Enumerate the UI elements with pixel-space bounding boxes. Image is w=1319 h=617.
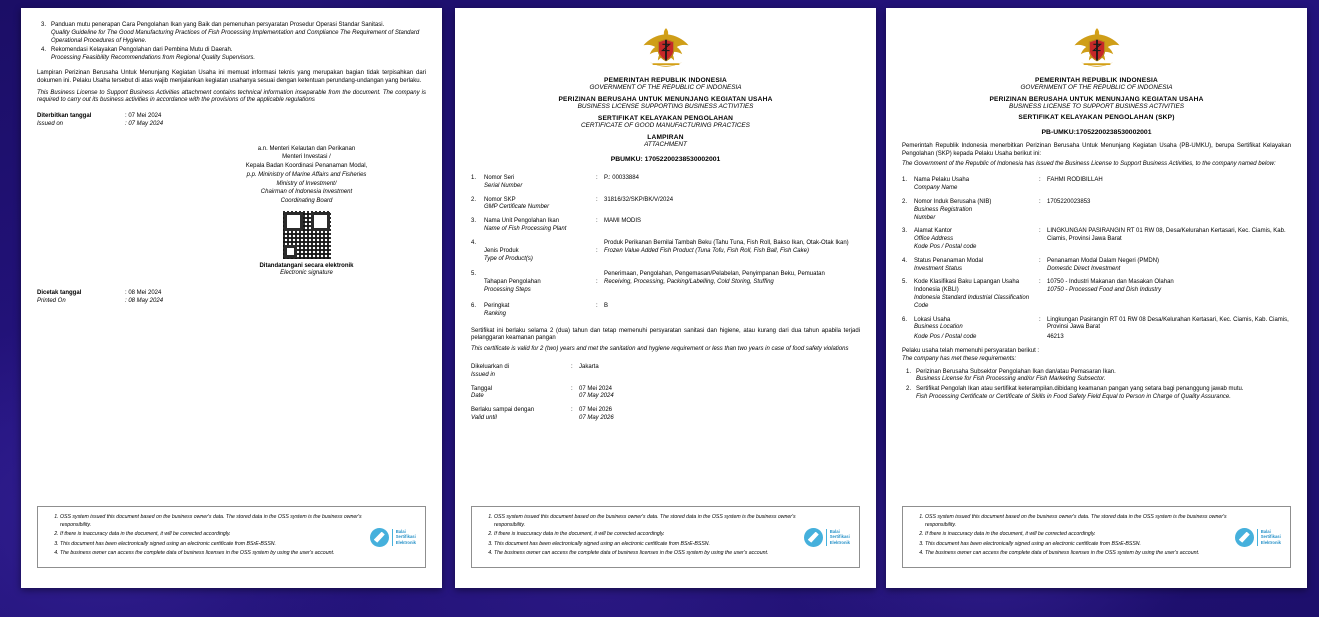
field-number: 3.	[471, 218, 477, 225]
issue-colon: :	[571, 363, 573, 370]
footer-disclaimer-3	[902, 506, 1291, 568]
field-label-id: Nama Pelaku Usaha	[914, 177, 970, 184]
field-label-extra: Kode Pos / Postal code	[914, 243, 977, 250]
cert-title-id: SERTIFIKAT KELAYAKAN PENGOLAHAN	[597, 115, 734, 122]
req-text-en: Fish Processing Certificate or Certificate of Skills in Food Safety Field Equal to Person in Charge of Quality Assurance.	[916, 393, 1231, 400]
issue-row	[471, 386, 860, 402]
field-row	[902, 317, 1291, 342]
issue-colon: :	[571, 407, 573, 414]
field-row	[902, 279, 1291, 310]
field-value-id: MAMI MODIS	[604, 218, 641, 225]
bsre-checkmark-icon	[1235, 528, 1254, 547]
issue-row	[471, 364, 860, 380]
field-colon: :	[596, 247, 598, 254]
list-text-id: Rekomendasi Kelayakan Pengolahan dari Pembina Mutu di Daerah.	[51, 47, 233, 54]
document-page-3	[886, 8, 1307, 588]
footer-item: 3. This document has been electronically signed using an electronic certificate from BSrE-BSSN.	[60, 541, 362, 549]
issue-label-id: Tanggal	[471, 385, 493, 392]
footer-item: 4. The business owner can access the complete data of business licenses in the OSS system by using the user's account.	[60, 550, 362, 558]
footer-item: 1. OSS system issued this document based on the business owner's data. The stored data in the OSS system is the business owner's responsibility.	[925, 514, 1227, 529]
field-label-id: Nama Unit Pengolahan Ikan	[484, 218, 560, 225]
cert-title-en: CERTIFICATE OF GOOD MANUFACTURING PRACTICES	[581, 122, 750, 129]
field-colon: :	[596, 175, 598, 181]
field-label-id: Tahapan Pengolahan	[484, 279, 541, 286]
field-value-en: Domestic Direct Investment	[1047, 265, 1121, 272]
issue-value-id: 07 Mei 2024	[579, 385, 613, 392]
list-text-en: Processing Feasibility Recommendations from Regional Quality Supervisors.	[51, 55, 256, 62]
document-page-2	[455, 8, 876, 588]
page-3-content	[886, 8, 1307, 588]
field-value-id: Penerimaan, Pengolahan, Pengemasan/Pelabelan, Penyimpanan Beku, Pemuatan	[604, 271, 825, 278]
req-text-en: Business License for Fish Processing and/or Fish Marketing Subsector.	[916, 376, 1106, 383]
field-colon: :	[1039, 177, 1041, 184]
doc2-header	[471, 77, 860, 163]
signature-line-en-1: p.p. Mininistry of Marine Affairs and Fisheries	[246, 171, 367, 178]
field-label-en: Business Registration	[914, 206, 973, 213]
field-row	[902, 177, 1291, 193]
gov-title-id: PEMERINTAH REPUBLIK INDONESIA	[1035, 77, 1158, 84]
field-value-en: Receiving, Processing, Packing/Labelling, Cold Storing, Stuffing	[604, 279, 774, 286]
field-label-id: Nomor Induk Berusaha (NIB)	[914, 198, 992, 205]
field-value-id: Penanaman Modal Dalam Negeri (PMDN)	[1047, 257, 1160, 264]
signature-caption-id: Ditandatangani secara elektronik	[259, 262, 354, 269]
field-value-id: 31816/32/SKP/BK/V/2024	[604, 196, 674, 203]
issue-label-en: Issued in	[471, 371, 496, 378]
paragraph-en: This Business License to Support Business Activities attachment contains technical information inseparable from the document. The company is required to carry out its business activities in accordance with the provisions of the applicable regulations	[37, 89, 426, 104]
issue-label-id: Berlaku sampai dengan	[471, 407, 535, 414]
field-number: 1.	[471, 175, 477, 181]
gov-title-id: PEMERINTAH REPUBLIK INDONESIA	[604, 77, 727, 84]
bsre-line-1: Balai	[1260, 528, 1271, 534]
license-title-id: PERIZINAN BERUSAHA UNTUK MENUNJANG KEGIATAN USAHA	[989, 96, 1204, 103]
field-number: 6.	[471, 302, 477, 309]
printed-label-id: Dicetak tanggal	[37, 290, 82, 297]
req-intro-en: The company has met these requirements:	[902, 355, 1017, 362]
issued-date-block	[37, 113, 426, 129]
field-label-en: Name of Fish Processing Plant	[484, 225, 567, 232]
field-value-id: LINGKUNGAN PASIRANGIN RT 01 RW 08, Desa/Kelurahan Kertasari, Kec. Ciamis, Kab. Ciamis, Provinsi Jawa Barat	[1047, 228, 1286, 243]
issued-label-id: Diterbitkan tanggal	[37, 113, 92, 120]
validity-id: Sertifikat ini berlaku selama 2 (dua) tahun dan tetap memenuhi persyaratan sanitasi dan higiene, atau kurang dari dua tahun apabila terjadi pelanggaran keamanan pangan	[471, 327, 860, 342]
bsre-badge-text	[392, 529, 416, 546]
field-number: 5.	[471, 271, 477, 278]
signature-line-en-2: Ministry of Investment/	[276, 180, 337, 187]
field-label-extra: Number	[914, 214, 936, 221]
signature-caption-en: Electronic signature	[280, 270, 333, 277]
footer-item: 2. If there is inaccuracy data in the document, it will be corrected accordingly.	[494, 531, 796, 539]
intro-en: The Government of the Republic of Indonesia has issued the Business License to Support Business Activities, to the company named below:	[902, 160, 1276, 167]
license-title-en: BUSINESS LICENSE TO SUPPORT BUSINESS ACTIVITIES	[1009, 103, 1184, 110]
requirements-intro	[902, 348, 1291, 364]
req-intro-id: Pelaku usaha telah memenuhi persyaratan berikut :	[902, 347, 1040, 354]
issue-row	[471, 407, 860, 423]
field-label-id: Peringkat	[484, 302, 510, 309]
field-label-id: Nomor Seri	[484, 175, 515, 181]
field-number: 3.	[902, 228, 908, 235]
document-page-1	[21, 8, 442, 588]
field-number: 2.	[471, 196, 477, 203]
signature-block	[37, 145, 426, 278]
paragraph-id: Lampiran Perizinan Berusaha Untuk Menunjang Kegiatan Usaha ini memuat informasi teknis yang merupakan bagian tidak terpisahkan dari dokumen ini. Pelaku Usaha tersebut di atas wajib menjalankan kegiatan usahanya sesuai dengan ketentuan perundang-undangan yang berlaku.	[37, 69, 426, 84]
issued-value-id: : 07 Mei 2024	[125, 113, 162, 120]
issue-value-id: 07 Mei 2026	[579, 407, 613, 414]
field-postal: 46213	[1047, 334, 1064, 341]
field-value-id: P.: 00033884	[604, 175, 639, 181]
issue-value-en: 07 May 2024	[579, 393, 614, 400]
field-number: 4.	[471, 239, 477, 246]
field-label-id: Status Penanaman Modal	[914, 257, 984, 264]
gov-title-en: GOVERNMENT OF THE REPUBLIC OF INDONESIA	[589, 84, 742, 91]
page-2-content	[455, 8, 876, 588]
field-row	[471, 303, 860, 319]
field-row	[471, 240, 860, 264]
list-item	[902, 386, 1291, 402]
bsre-badge	[796, 528, 850, 547]
bsre-badge-text	[826, 529, 850, 546]
garuda-emblem-icon	[639, 24, 693, 70]
printed-value-en: : 08 May 2024	[125, 297, 164, 304]
field-label-id: Nomor SKP	[484, 196, 516, 203]
field-row	[471, 218, 860, 234]
issue-label-en: Valid until	[471, 414, 497, 421]
printed-date-block	[37, 290, 426, 306]
footer-disclaimer-1	[37, 506, 426, 568]
footer-item: 4. The business owner can access the complete data of business licenses in the OSS system by using the user's account.	[494, 550, 796, 558]
field-colon: :	[1039, 279, 1041, 286]
footer-list	[479, 514, 796, 560]
attachment-title-en: ATTACHMENT	[644, 141, 687, 148]
field-value-id: B	[604, 302, 609, 309]
validity-en: This certificate is valid for 2 (two) years and met the sanitation and hygiene requirement or less than two years in case of food safety violations	[471, 346, 849, 353]
field-label-en: Processing Steps	[484, 287, 531, 294]
attachment-paragraph	[37, 70, 426, 105]
field-label-en: Company Name	[914, 185, 958, 192]
signature-line-3: Kepala Badan Koordinasi Penanaman Modal,	[245, 163, 368, 170]
list-text-id: Panduan mutu penerapan Cara Pengolahan Ikan yang Baik dan pemenuhan persyaratan Prosedur Operasi Standar Sanitasi.	[51, 22, 385, 28]
doc3-intro	[902, 143, 1291, 168]
intro-numbered-list	[37, 22, 426, 63]
list-text-en: Quality Guideline for The Good Manufacturing Practices of Fish Processing Implementation and Compliance The Requirement of Standard Operational Procedures of Hygiene.	[51, 29, 420, 44]
signature-line-en-4: Coordinating Board	[280, 197, 333, 204]
list-number: 2.	[905, 386, 911, 393]
bsre-line-2: Sertifikasi	[829, 534, 850, 540]
field-label-en: Indonesia Standard Industrial Classification Code	[914, 294, 1030, 309]
field-number: 6.	[902, 316, 908, 323]
field-colon: :	[596, 218, 598, 225]
license-title-en: BUSINESS LICENSE SUPPORTING BUSINESS ACTIVITIES	[577, 103, 754, 110]
field-value-id: FAHMI RODIBILLAH	[1047, 177, 1103, 184]
bsre-line-2: Sertifikasi	[395, 534, 416, 540]
list-item	[37, 22, 426, 45]
req-text-id: Perizinan Berusaha Subsektor Pengolahan Ikan dan/atau Pemasaran Ikan.	[916, 368, 1116, 375]
footer-item: 3. This document has been electronically signed using an electronic certificate from BSrE-BSSN.	[925, 541, 1227, 549]
validity-note	[471, 328, 860, 354]
requirements-list	[902, 369, 1291, 402]
field-row	[471, 175, 860, 191]
signature-line-en-3: Chairman of Indonesia Investment	[260, 189, 353, 196]
field-label-id: Jenis Produk	[484, 247, 519, 254]
field-value-en: Frozen Value Added Fish Product (Tuna Tofu, Fish Roll, Fish Ball, Fish Cake)	[604, 247, 809, 254]
list-item	[37, 47, 426, 63]
field-colon: :	[1039, 198, 1041, 205]
issued-label-en: Issued on	[37, 120, 64, 127]
field-number: 4.	[902, 257, 908, 264]
field-label-en: Investment Status	[914, 265, 963, 272]
bsre-line-3: Elektronik	[829, 540, 850, 545]
issued-value-en: : 07 May 2024	[125, 120, 164, 127]
qr-code-icon	[283, 211, 331, 259]
field-row	[471, 197, 860, 213]
signature-line-2: Menteri Investasi /	[282, 154, 331, 161]
field-label-id: Lokasi Usaha	[914, 316, 951, 323]
license-title-id: PERIZINAN BERUSAHA UNTUK MENUNJANG KEGIATAN USAHA	[558, 96, 773, 103]
printed-label-en: Printed On	[37, 297, 66, 304]
field-number: 5.	[902, 279, 908, 286]
field-row	[902, 258, 1291, 274]
pbumku-number: PBUMKU: 17052200238530002001	[610, 156, 721, 163]
cert-title-id: SERTIFIKAT KELAYAKAN PENGOLAHAN (SKP)	[1018, 114, 1175, 121]
issue-label-id: Dikeluarkan di	[471, 363, 510, 370]
field-label-id: Alamat Kantor	[914, 228, 953, 235]
field-number: 1.	[902, 177, 908, 184]
issue-colon: :	[571, 385, 573, 392]
intro-id: Pemerintah Republik Indonesia menerbitkan Perizinan Berusaha Untuk Menunjang Kegiatan Usaha (PB-UMKU), berupa Sertifikat Kelayakan Pengolahan (SKP) kepada Pelaku Usaha berikut ini:	[902, 143, 1291, 157]
field-value-id: 10750 - Industri Makanan dan Masakan Olahan	[1047, 279, 1174, 286]
field-label-extra: Kode Pos / Postal code	[914, 334, 977, 341]
footer-list	[45, 514, 362, 560]
field-label-en: Office Address	[914, 236, 954, 243]
bsre-line-1: Balai	[395, 528, 406, 534]
list-number: 3.	[40, 22, 46, 28]
field-row	[902, 199, 1291, 222]
gov-title-en: GOVERNMENT OF THE REPUBLIC OF INDONESIA	[1020, 84, 1173, 91]
bsre-checkmark-icon	[370, 528, 389, 547]
list-number: 1.	[905, 368, 911, 375]
doc3-header	[902, 77, 1291, 136]
signature-line-1: a.n. Menteri Kelautan dan Perikanan	[257, 145, 356, 152]
field-label-en: Business Location	[914, 324, 963, 331]
issue-label-en: Date	[471, 393, 484, 400]
field-value-id: 1705220023853	[1047, 198, 1091, 205]
footer-item: 4. The business owner can access the complete data of business licenses in the OSS system by using the user's account.	[925, 550, 1227, 558]
footer-item: 3. This document has been electronically signed using an electronic certificate from BSrE-BSSN.	[494, 541, 796, 549]
list-item	[902, 369, 1291, 385]
doc3-fields	[902, 177, 1291, 342]
attachment-title-id: LAMPIRAN	[647, 134, 684, 141]
footer-item: 1. OSS system issued this document based on the business owner's data. The stored data in the OSS system is the business owner's responsibility.	[60, 514, 362, 529]
field-label-en: Ranking	[484, 310, 507, 317]
list-number: 4.	[40, 47, 46, 54]
field-colon: :	[596, 196, 598, 203]
field-value-en: 10750 - Processed Food and Dish Industry	[1047, 287, 1162, 294]
field-colon: :	[1039, 257, 1041, 264]
page-1-content	[21, 8, 442, 588]
garuda-emblem-icon	[1070, 24, 1124, 70]
field-label-en: GMP Certificate Number	[484, 204, 550, 211]
field-colon: :	[1039, 228, 1041, 235]
bsre-line-3: Elektronik	[395, 540, 416, 545]
bsre-line-3: Elektronik	[1260, 540, 1281, 545]
footer-list	[910, 514, 1227, 560]
printed-value-id: : 08 Mei 2024	[125, 290, 162, 297]
field-number: 2.	[902, 198, 908, 205]
footer-disclaimer-2	[471, 506, 860, 568]
bsre-badge	[362, 528, 416, 547]
footer-item: 1. OSS system issued this document based on the business owner's data. The stored data in the OSS system is the business owner's responsibility.	[494, 514, 796, 529]
issue-details	[471, 364, 860, 423]
field-colon: :	[1039, 316, 1041, 323]
field-colon: :	[596, 302, 598, 309]
bsre-checkmark-icon	[804, 528, 823, 547]
pbumku-number: PB-UMKU:17052200238530002001	[1041, 129, 1152, 136]
field-value-id: Produk Perikanan Bernilai Tambah Beku (Tahu Tuna, Fish Roll, Bakso Ikan, Otak-Otak Ikan)	[604, 239, 849, 246]
bsre-line-2: Sertifikasi	[1260, 534, 1281, 540]
bsre-badge	[1227, 528, 1281, 547]
req-text-id: Sertifikat Pengolah Ikan atau sertifikat keterampilan.dibidang keamanan pangan yang setara bagi penanggung jawab mutu.	[916, 386, 1244, 393]
field-label-en: Type of Product(s)	[484, 255, 533, 262]
field-label-en: Serial Number	[484, 182, 523, 189]
footer-item: 2. If there is inaccuracy data in the document, it will be corrected accordingly.	[925, 531, 1227, 539]
field-label-id: Kode Klasifikasi Baku Lapangan Usaha Indonesia (KBLI)	[914, 279, 1020, 294]
field-row	[902, 228, 1291, 251]
field-value-id: Lingkungan Pasirangin RT 01 RW 08 Desa/Kelurahan Kertasari, Kec. Ciamis, Kab. Ciamis, Provinsi Jawa Barat	[1047, 316, 1289, 331]
issue-value-id: Jakarta	[579, 363, 599, 370]
issue-value-en: 07 May 2026	[579, 414, 614, 421]
field-colon: :	[596, 279, 598, 286]
field-row	[471, 271, 860, 295]
footer-item: 2. If there is inaccuracy data in the document, it will be corrected accordingly.	[60, 531, 362, 539]
bsre-line-1: Balai	[829, 528, 840, 534]
bsre-badge-text	[1257, 529, 1281, 546]
doc2-fields	[471, 175, 860, 319]
